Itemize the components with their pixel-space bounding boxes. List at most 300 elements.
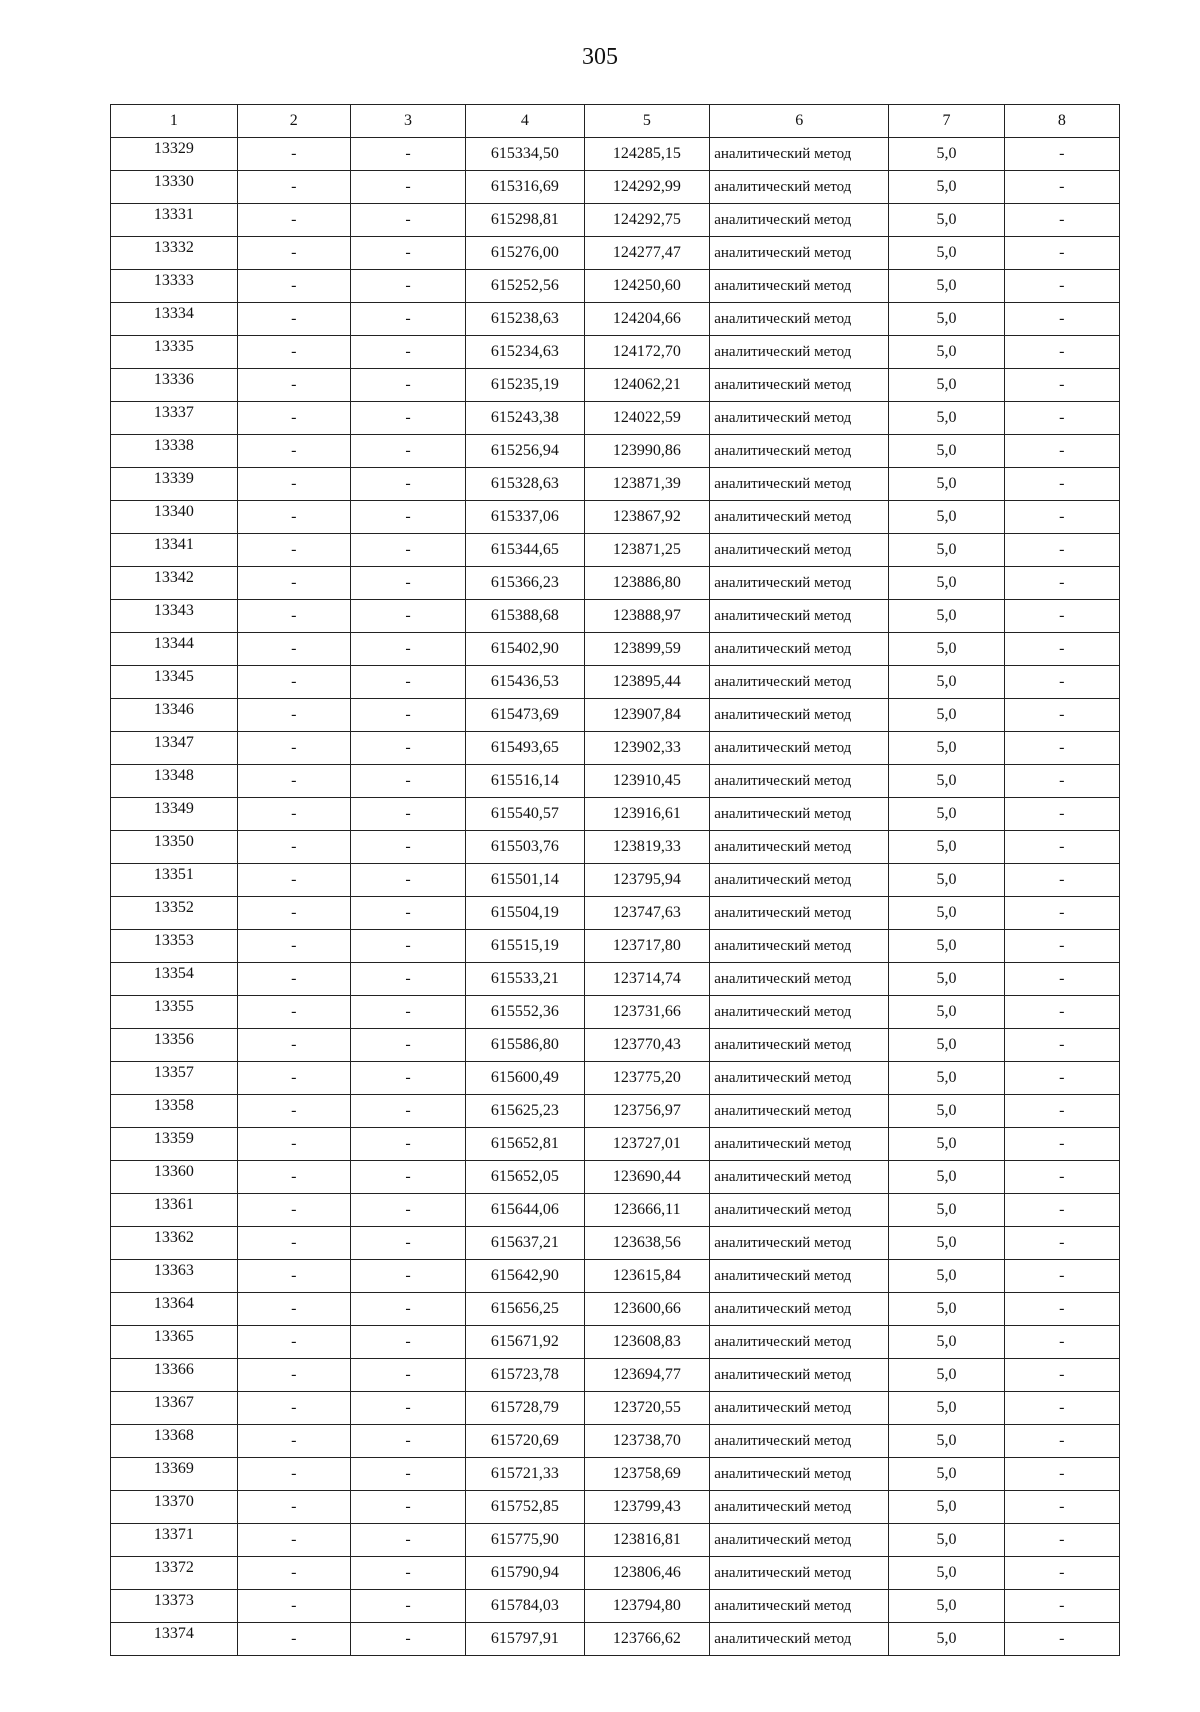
- accuracy-cell: 5,0: [889, 1458, 1004, 1491]
- point-number-cell: 13331: [111, 204, 238, 237]
- col3-cell: -: [350, 765, 465, 798]
- col8-cell: -: [1004, 171, 1119, 204]
- col8-cell: -: [1004, 1095, 1119, 1128]
- accuracy-cell: 5,0: [889, 1392, 1004, 1425]
- accuracy-cell: 5,0: [889, 831, 1004, 864]
- x-coordinate-cell: 615473,69: [466, 699, 584, 732]
- col2-cell: -: [237, 1260, 350, 1293]
- method-cell: аналитический метод: [710, 1524, 889, 1557]
- x-coordinate-cell: 615540,57: [466, 798, 584, 831]
- y-coordinate-cell: 124285,15: [584, 138, 710, 171]
- col3-cell: -: [350, 369, 465, 402]
- col2-cell: -: [237, 1524, 350, 1557]
- table-row: [111, 1392, 1120, 1425]
- accuracy-cell: 5,0: [889, 204, 1004, 237]
- y-coordinate-cell: 123770,43: [584, 1029, 710, 1062]
- point-number-cell: 13347: [111, 732, 238, 765]
- table-header-row: [111, 105, 1120, 138]
- accuracy-cell: 5,0: [889, 963, 1004, 996]
- column-header: 1: [111, 105, 238, 138]
- accuracy-cell: 5,0: [889, 897, 1004, 930]
- col8-cell: -: [1004, 1161, 1119, 1194]
- accuracy-cell: 5,0: [889, 765, 1004, 798]
- point-number-cell: 13367: [111, 1392, 238, 1425]
- coordinates-table: [110, 104, 1120, 1656]
- col3-cell: -: [350, 402, 465, 435]
- y-coordinate-cell: 123615,84: [584, 1260, 710, 1293]
- y-coordinate-cell: 123666,11: [584, 1194, 710, 1227]
- col2-cell: -: [237, 1491, 350, 1524]
- y-coordinate-cell: 123886,80: [584, 567, 710, 600]
- col2-cell: -: [237, 171, 350, 204]
- y-coordinate-cell: 123714,74: [584, 963, 710, 996]
- point-number-cell: 13340: [111, 501, 238, 534]
- col8-cell: -: [1004, 336, 1119, 369]
- col3-cell: -: [350, 963, 465, 996]
- y-coordinate-cell: 123871,39: [584, 468, 710, 501]
- point-number-cell: 13332: [111, 237, 238, 270]
- col3-cell: -: [350, 1326, 465, 1359]
- col8-cell: -: [1004, 468, 1119, 501]
- x-coordinate-cell: 615637,21: [466, 1227, 584, 1260]
- col2-cell: -: [237, 1128, 350, 1161]
- col8-cell: -: [1004, 237, 1119, 270]
- x-coordinate-cell: 615652,05: [466, 1161, 584, 1194]
- col8-cell: -: [1004, 303, 1119, 336]
- point-number-cell: 13339: [111, 468, 238, 501]
- table-row: [111, 171, 1120, 204]
- point-number-cell: 13368: [111, 1425, 238, 1458]
- col3-cell: -: [350, 699, 465, 732]
- point-number-cell: 13373: [111, 1590, 238, 1623]
- y-coordinate-cell: 124022,59: [584, 402, 710, 435]
- method-cell: аналитический метод: [710, 567, 889, 600]
- col2-cell: -: [237, 666, 350, 699]
- col8-cell: -: [1004, 1326, 1119, 1359]
- method-cell: аналитический метод: [710, 1161, 889, 1194]
- table-row: [111, 402, 1120, 435]
- table-row: [111, 501, 1120, 534]
- point-number-cell: 13350: [111, 831, 238, 864]
- x-coordinate-cell: 615720,69: [466, 1425, 584, 1458]
- x-coordinate-cell: 615276,00: [466, 237, 584, 270]
- table-row: [111, 996, 1120, 1029]
- col3-cell: -: [350, 798, 465, 831]
- point-number-cell: 13333: [111, 270, 238, 303]
- x-coordinate-cell: 615671,92: [466, 1326, 584, 1359]
- point-number-cell: 13342: [111, 567, 238, 600]
- accuracy-cell: 5,0: [889, 798, 1004, 831]
- accuracy-cell: 5,0: [889, 402, 1004, 435]
- table-row: [111, 138, 1120, 171]
- col3-cell: -: [350, 204, 465, 237]
- method-cell: аналитический метод: [710, 1095, 889, 1128]
- y-coordinate-cell: 123775,20: [584, 1062, 710, 1095]
- y-coordinate-cell: 123910,45: [584, 765, 710, 798]
- x-coordinate-cell: 615515,19: [466, 930, 584, 963]
- accuracy-cell: 5,0: [889, 864, 1004, 897]
- col8-cell: -: [1004, 501, 1119, 534]
- col2-cell: -: [237, 501, 350, 534]
- point-number-cell: 13346: [111, 699, 238, 732]
- x-coordinate-cell: 615504,19: [466, 897, 584, 930]
- accuracy-cell: 5,0: [889, 1029, 1004, 1062]
- col2-cell: -: [237, 204, 350, 237]
- col2-cell: -: [237, 1293, 350, 1326]
- column-header: 5: [584, 105, 710, 138]
- table-row: [111, 336, 1120, 369]
- col3-cell: -: [350, 270, 465, 303]
- accuracy-cell: 5,0: [889, 1623, 1004, 1656]
- point-number-cell: 13364: [111, 1293, 238, 1326]
- method-cell: аналитический метод: [710, 468, 889, 501]
- column-header: 3: [350, 105, 465, 138]
- y-coordinate-cell: 123816,81: [584, 1524, 710, 1557]
- column-header: 8: [1004, 105, 1119, 138]
- accuracy-cell: 5,0: [889, 534, 1004, 567]
- col2-cell: -: [237, 138, 350, 171]
- y-coordinate-cell: 123731,66: [584, 996, 710, 1029]
- col8-cell: -: [1004, 270, 1119, 303]
- point-number-cell: 13359: [111, 1128, 238, 1161]
- accuracy-cell: 5,0: [889, 1359, 1004, 1392]
- y-coordinate-cell: 123756,97: [584, 1095, 710, 1128]
- accuracy-cell: 5,0: [889, 666, 1004, 699]
- y-coordinate-cell: 124277,47: [584, 237, 710, 270]
- x-coordinate-cell: 615235,19: [466, 369, 584, 402]
- col8-cell: -: [1004, 732, 1119, 765]
- x-coordinate-cell: 615652,81: [466, 1128, 584, 1161]
- table-row: [111, 699, 1120, 732]
- point-number-cell: 13330: [111, 171, 238, 204]
- accuracy-cell: 5,0: [889, 732, 1004, 765]
- method-cell: аналитический метод: [710, 930, 889, 963]
- table-row: [111, 1458, 1120, 1491]
- method-cell: аналитический метод: [710, 1194, 889, 1227]
- col8-cell: -: [1004, 138, 1119, 171]
- point-number-cell: 13363: [111, 1260, 238, 1293]
- accuracy-cell: 5,0: [889, 1524, 1004, 1557]
- method-cell: аналитический метод: [710, 138, 889, 171]
- col8-cell: -: [1004, 765, 1119, 798]
- table-row: [111, 303, 1120, 336]
- col2-cell: -: [237, 1326, 350, 1359]
- method-cell: аналитический метод: [710, 534, 889, 567]
- col8-cell: -: [1004, 402, 1119, 435]
- col2-cell: -: [237, 534, 350, 567]
- accuracy-cell: 5,0: [889, 930, 1004, 963]
- col2-cell: -: [237, 336, 350, 369]
- table-row: [111, 831, 1120, 864]
- x-coordinate-cell: 615721,33: [466, 1458, 584, 1491]
- method-cell: аналитический метод: [710, 171, 889, 204]
- x-coordinate-cell: 615516,14: [466, 765, 584, 798]
- method-cell: аналитический метод: [710, 897, 889, 930]
- point-number-cell: 13335: [111, 336, 238, 369]
- point-number-cell: 13356: [111, 1029, 238, 1062]
- col8-cell: -: [1004, 1194, 1119, 1227]
- method-cell: аналитический метод: [710, 1293, 889, 1326]
- col2-cell: -: [237, 1392, 350, 1425]
- y-coordinate-cell: 123867,92: [584, 501, 710, 534]
- y-coordinate-cell: 123720,55: [584, 1392, 710, 1425]
- point-number-cell: 13348: [111, 765, 238, 798]
- table-body: [111, 138, 1120, 1656]
- table-row: [111, 1524, 1120, 1557]
- col3-cell: -: [350, 831, 465, 864]
- col3-cell: -: [350, 336, 465, 369]
- x-coordinate-cell: 615784,03: [466, 1590, 584, 1623]
- point-number-cell: 13365: [111, 1326, 238, 1359]
- method-cell: аналитический метод: [710, 1557, 889, 1590]
- col2-cell: -: [237, 963, 350, 996]
- accuracy-cell: 5,0: [889, 633, 1004, 666]
- col8-cell: -: [1004, 633, 1119, 666]
- point-number-cell: 13370: [111, 1491, 238, 1524]
- col8-cell: -: [1004, 1425, 1119, 1458]
- y-coordinate-cell: 123899,59: [584, 633, 710, 666]
- col3-cell: -: [350, 237, 465, 270]
- x-coordinate-cell: 615752,85: [466, 1491, 584, 1524]
- x-coordinate-cell: 615238,63: [466, 303, 584, 336]
- y-coordinate-cell: 124292,75: [584, 204, 710, 237]
- table-row: [111, 732, 1120, 765]
- table-row: [111, 666, 1120, 699]
- col3-cell: -: [350, 1557, 465, 1590]
- x-coordinate-cell: 615723,78: [466, 1359, 584, 1392]
- col3-cell: -: [350, 996, 465, 1029]
- method-cell: аналитический метод: [710, 963, 889, 996]
- table-row: [111, 1029, 1120, 1062]
- method-cell: аналитический метод: [710, 1458, 889, 1491]
- point-number-cell: 13329: [111, 138, 238, 171]
- accuracy-cell: 5,0: [889, 1590, 1004, 1623]
- method-cell: аналитический метод: [710, 369, 889, 402]
- col3-cell: -: [350, 666, 465, 699]
- y-coordinate-cell: 123799,43: [584, 1491, 710, 1524]
- col8-cell: -: [1004, 963, 1119, 996]
- col2-cell: -: [237, 1194, 350, 1227]
- col3-cell: -: [350, 1524, 465, 1557]
- col3-cell: -: [350, 633, 465, 666]
- y-coordinate-cell: 123871,25: [584, 534, 710, 567]
- col3-cell: -: [350, 567, 465, 600]
- col3-cell: -: [350, 1260, 465, 1293]
- accuracy-cell: 5,0: [889, 996, 1004, 1029]
- method-cell: аналитический метод: [710, 1128, 889, 1161]
- col3-cell: -: [350, 1194, 465, 1227]
- y-coordinate-cell: 123819,33: [584, 831, 710, 864]
- accuracy-cell: 5,0: [889, 1491, 1004, 1524]
- table-row: [111, 270, 1120, 303]
- column-header: 4: [466, 105, 584, 138]
- col3-cell: -: [350, 930, 465, 963]
- method-cell: аналитический метод: [710, 435, 889, 468]
- x-coordinate-cell: 615503,76: [466, 831, 584, 864]
- col8-cell: -: [1004, 204, 1119, 237]
- method-cell: аналитический метод: [710, 237, 889, 270]
- table-row: [111, 435, 1120, 468]
- col3-cell: -: [350, 1293, 465, 1326]
- accuracy-cell: 5,0: [889, 138, 1004, 171]
- col2-cell: -: [237, 1557, 350, 1590]
- y-coordinate-cell: 123888,97: [584, 600, 710, 633]
- method-cell: аналитический метод: [710, 831, 889, 864]
- table-row: [111, 930, 1120, 963]
- accuracy-cell: 5,0: [889, 171, 1004, 204]
- x-coordinate-cell: 615337,06: [466, 501, 584, 534]
- col3-cell: -: [350, 1029, 465, 1062]
- col3-cell: -: [350, 435, 465, 468]
- col2-cell: -: [237, 732, 350, 765]
- point-number-cell: 13371: [111, 1524, 238, 1557]
- x-coordinate-cell: 615625,23: [466, 1095, 584, 1128]
- table-row: [111, 765, 1120, 798]
- point-number-cell: 13341: [111, 534, 238, 567]
- x-coordinate-cell: 615600,49: [466, 1062, 584, 1095]
- y-coordinate-cell: 124250,60: [584, 270, 710, 303]
- col2-cell: -: [237, 303, 350, 336]
- col8-cell: -: [1004, 1623, 1119, 1656]
- point-number-cell: 13360: [111, 1161, 238, 1194]
- col2-cell: -: [237, 798, 350, 831]
- accuracy-cell: 5,0: [889, 270, 1004, 303]
- col8-cell: -: [1004, 1260, 1119, 1293]
- accuracy-cell: 5,0: [889, 1161, 1004, 1194]
- accuracy-cell: 5,0: [889, 1557, 1004, 1590]
- accuracy-cell: 5,0: [889, 237, 1004, 270]
- y-coordinate-cell: 123694,77: [584, 1359, 710, 1392]
- method-cell: аналитический метод: [710, 336, 889, 369]
- col3-cell: -: [350, 171, 465, 204]
- x-coordinate-cell: 615533,21: [466, 963, 584, 996]
- col2-cell: -: [237, 831, 350, 864]
- method-cell: аналитический метод: [710, 1359, 889, 1392]
- x-coordinate-cell: 615316,69: [466, 171, 584, 204]
- col3-cell: -: [350, 1458, 465, 1491]
- table-row: [111, 1260, 1120, 1293]
- table-row: [111, 1161, 1120, 1194]
- column-header: 6: [710, 105, 889, 138]
- col8-cell: -: [1004, 1590, 1119, 1623]
- col2-cell: -: [237, 1590, 350, 1623]
- accuracy-cell: 5,0: [889, 336, 1004, 369]
- y-coordinate-cell: 123608,83: [584, 1326, 710, 1359]
- method-cell: аналитический метод: [710, 666, 889, 699]
- col8-cell: -: [1004, 831, 1119, 864]
- method-cell: аналитический метод: [710, 501, 889, 534]
- col3-cell: -: [350, 1062, 465, 1095]
- table-row: [111, 897, 1120, 930]
- point-number-cell: 13337: [111, 402, 238, 435]
- col8-cell: -: [1004, 897, 1119, 930]
- col3-cell: -: [350, 303, 465, 336]
- col3-cell: -: [350, 1095, 465, 1128]
- y-coordinate-cell: 123902,33: [584, 732, 710, 765]
- method-cell: аналитический метод: [710, 699, 889, 732]
- col8-cell: -: [1004, 699, 1119, 732]
- y-coordinate-cell: 123907,84: [584, 699, 710, 732]
- col3-cell: -: [350, 600, 465, 633]
- x-coordinate-cell: 615728,79: [466, 1392, 584, 1425]
- y-coordinate-cell: 123916,61: [584, 798, 710, 831]
- method-cell: аналитический метод: [710, 732, 889, 765]
- table-row: [111, 1326, 1120, 1359]
- col8-cell: -: [1004, 567, 1119, 600]
- point-number-cell: 13349: [111, 798, 238, 831]
- accuracy-cell: 5,0: [889, 1194, 1004, 1227]
- col3-cell: -: [350, 1359, 465, 1392]
- method-cell: аналитический метод: [710, 402, 889, 435]
- col8-cell: -: [1004, 1062, 1119, 1095]
- method-cell: аналитический метод: [710, 270, 889, 303]
- col2-cell: -: [237, 930, 350, 963]
- table-row: [111, 1128, 1120, 1161]
- method-cell: аналитический метод: [710, 1326, 889, 1359]
- point-number-cell: 13355: [111, 996, 238, 1029]
- col2-cell: -: [237, 897, 350, 930]
- col2-cell: -: [237, 864, 350, 897]
- col2-cell: -: [237, 1458, 350, 1491]
- x-coordinate-cell: 615552,36: [466, 996, 584, 1029]
- accuracy-cell: 5,0: [889, 1062, 1004, 1095]
- col8-cell: -: [1004, 930, 1119, 963]
- column-header: 7: [889, 105, 1004, 138]
- point-number-cell: 13343: [111, 600, 238, 633]
- method-cell: аналитический метод: [710, 633, 889, 666]
- col2-cell: -: [237, 270, 350, 303]
- method-cell: аналитический метод: [710, 1623, 889, 1656]
- x-coordinate-cell: 615334,50: [466, 138, 584, 171]
- col8-cell: -: [1004, 1293, 1119, 1326]
- x-coordinate-cell: 615797,91: [466, 1623, 584, 1656]
- point-number-cell: 13357: [111, 1062, 238, 1095]
- point-number-cell: 13351: [111, 864, 238, 897]
- x-coordinate-cell: 615256,94: [466, 435, 584, 468]
- col3-cell: -: [350, 897, 465, 930]
- x-coordinate-cell: 615501,14: [466, 864, 584, 897]
- table-row: [111, 633, 1120, 666]
- point-number-cell: 13372: [111, 1557, 238, 1590]
- accuracy-cell: 5,0: [889, 1293, 1004, 1326]
- col2-cell: -: [237, 1095, 350, 1128]
- accuracy-cell: 5,0: [889, 369, 1004, 402]
- col8-cell: -: [1004, 798, 1119, 831]
- table-row: [111, 864, 1120, 897]
- table-row: [111, 204, 1120, 237]
- table-row: [111, 1425, 1120, 1458]
- col8-cell: -: [1004, 864, 1119, 897]
- y-coordinate-cell: 123738,70: [584, 1425, 710, 1458]
- table-row: [111, 1359, 1120, 1392]
- table-row: [111, 1062, 1120, 1095]
- col2-cell: -: [237, 1359, 350, 1392]
- method-cell: аналитический метод: [710, 1425, 889, 1458]
- col2-cell: -: [237, 1623, 350, 1656]
- col2-cell: -: [237, 600, 350, 633]
- y-coordinate-cell: 123795,94: [584, 864, 710, 897]
- col2-cell: -: [237, 1161, 350, 1194]
- col8-cell: -: [1004, 1491, 1119, 1524]
- col3-cell: -: [350, 468, 465, 501]
- point-number-cell: 13352: [111, 897, 238, 930]
- y-coordinate-cell: 123717,80: [584, 930, 710, 963]
- method-cell: аналитический метод: [710, 1260, 889, 1293]
- table-row: [111, 1590, 1120, 1623]
- method-cell: аналитический метод: [710, 864, 889, 897]
- col8-cell: -: [1004, 600, 1119, 633]
- col8-cell: -: [1004, 666, 1119, 699]
